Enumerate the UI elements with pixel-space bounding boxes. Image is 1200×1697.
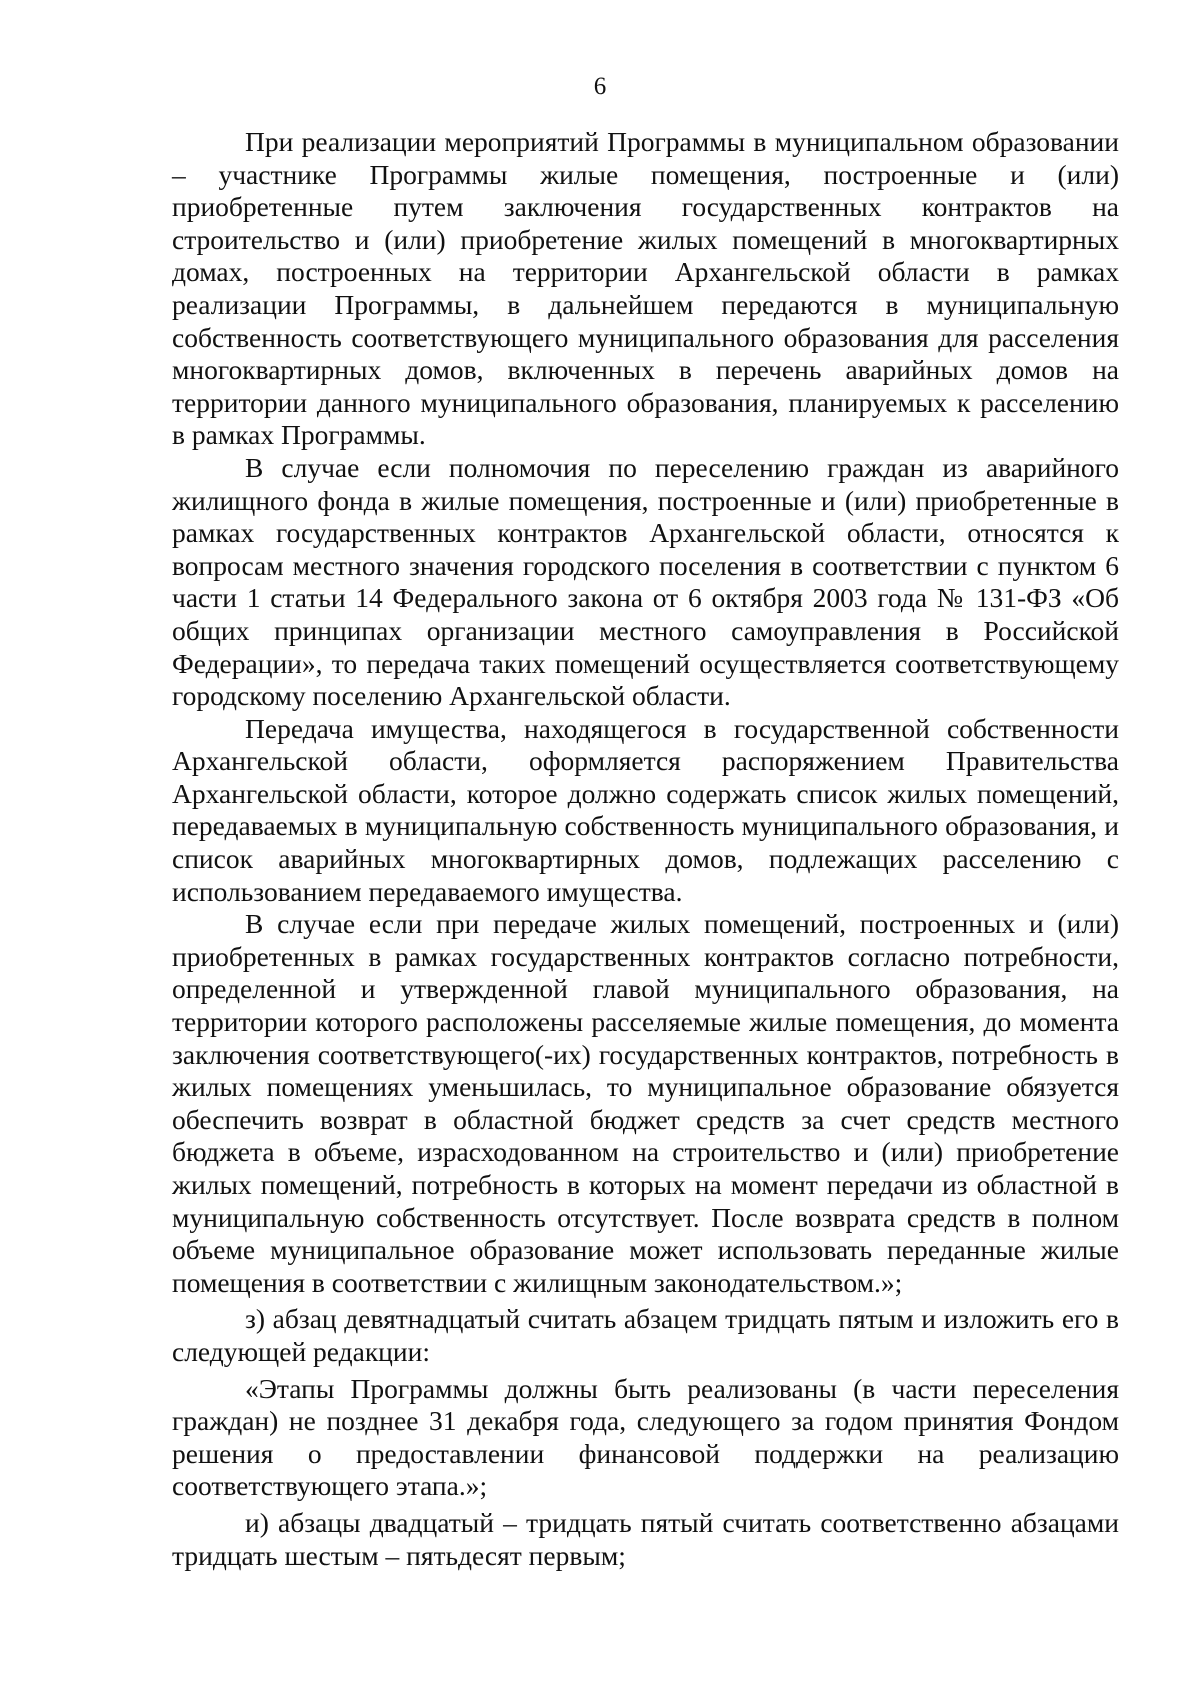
page-number: 6 <box>593 73 607 100</box>
paragraph-amendment-i: и) абзацы двадцатый – тридцать пятый считать соответственно абзацами тридцать шестым – пятьдесят первым; <box>172 1506 1119 1571</box>
paragraph-urban-settlement-powers: В случае если полномочия по переселению граждан из аварийного жилищного фонда в жилые помещения, построенные и (или) приобретенные в рамках государственных контрактов Архангельской области, относятся к вопросам местного значения городского поселения в соответствии с пунктом 6 части 1 статьи 14 Федерального закона от 6 октября 2003 года № 131-ФЗ «Об общих принципах организации местного самоуправления в Российской Федерации», то передача таких помещений осуществляется соответствующему городскому поселению Архангельской области. <box>172 451 1119 712</box>
paragraph-reduced-need-refund: В случае если при передаче жилых помещений, построенных и (или) приобретенных в рамках государственных контрактов согласно потребности, определенной и утвержденной главой муниципального образования, на территории которого расположены расселяемые жилые помещения, до момента заключения соответствующего(-их) государственных контрактов, потребность в жилых помещениях уменьшилась, то муниципальное образование обязуется обеспечить возврат в областной бюджет средств за счет средств местного бюджета в объеме, израсходованном на строительство и (или) приобретение жилых помещений, потребность в которых на момент передачи из областной в муниципальную собственность отсутствует. После возврата средств в полном объеме муниципальное образование может использовать переданные жилые помещения в соответствии с жилищным законодательством.»; <box>172 908 1119 1298</box>
paragraph-amendment-z: з) абзац девятнадцатый считать абзацем тридцать пятым и изложить его в следующей редакции: <box>172 1303 1119 1367</box>
paragraph-program-stages: «Этапы Программы должны быть реализованы (в части переселения граждан) не позднее 31 декабря года, следующего за годом принятия Фондом решения о предоставлении финансовой поддержки на реализацию соответствующего этапа.»; <box>172 1372 1119 1502</box>
document-body <box>172 126 1119 1572</box>
paragraph-transfer-of-housing: При реализации мероприятий Программы в муниципальном образовании – участнике Программы жилые помещения, построенные и (или) приобретенные путем заключения государственных контрактов на строительство и (или) приобретение жилых помещений в многоквартирных домах, построенных на территории Архангельской области в рамках реализации Программы, в дальнейшем передаются в муниципальную собственность соответствующего муниципального образования для расселения многоквартирных домов, включенных в перечень аварийных домов на территории данного муниципального образования, планируемых к расселению в рамках Программы. <box>172 126 1119 451</box>
paragraph-property-transfer-order: Передача имущества, находящегося в государственной собственности Архангельской области, оформляется распоряжением Правительства Архангельской области, которое должно содержать список жилых помещений, передаваемых в муниципальную собственность муниципального образования, и список аварийных многоквартирных домов, подлежащих расселению с использованием передаваемого имущества. <box>172 712 1119 907</box>
